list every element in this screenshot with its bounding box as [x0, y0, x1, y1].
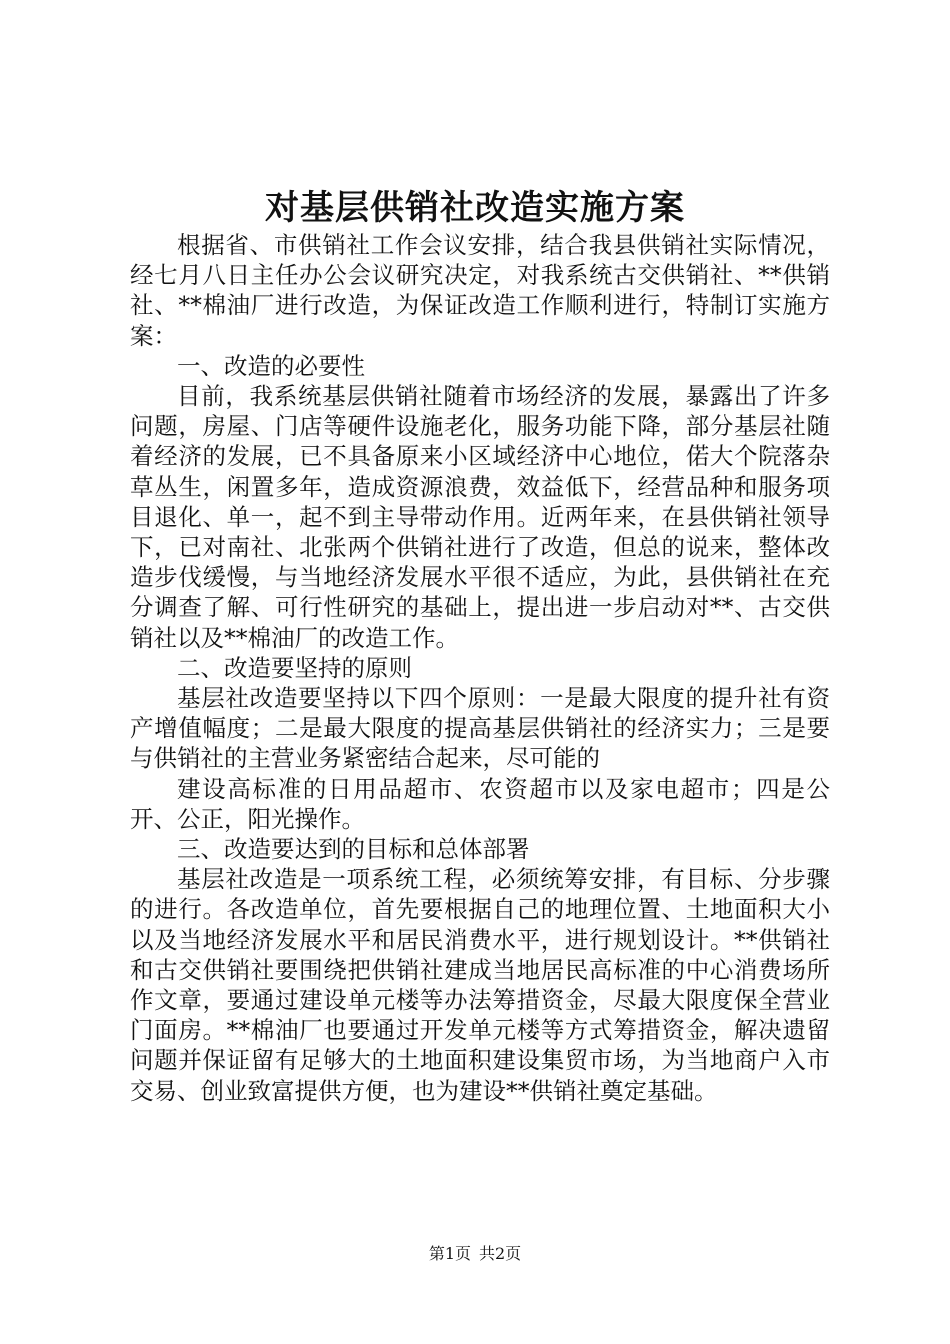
paragraph-principles: 基层社改造要坚持以下四个原则：一是最大限度的提升社有资产增值幅度；二是最大限度的提高基层供销社的经济实力；三是要与供销社的主营业务紧密结合起来，尽可能的	[130, 684, 830, 773]
page-total: 共2页	[479, 1244, 522, 1263]
paragraph-necessity: 目前，我系统基层供销社随着市场经济的发展，暴露出了许多问题，房屋、门店等硬件设施老化，服务功能下降，部分基层社随着经济的发展，已不具备原来小区域经济中心地位，偌大个院落杂草丛生，闲置多年，造成资源浪费，效益低下，经营品种和服务项目退化、单一，起不到主导带动作用。近两年来，在县供销社领导下，已对南社、北张两个供销社进行了改造，但总的说来，整体改造步伐缓慢，与当地经济发展水平很不适应，为此，县供销社在充分调查了解、可行性研究的基础上，提出进一步启动对**、古交供销社以及**棉油厂的改造工作。	[130, 382, 830, 652]
paragraph-goals: 基层社改造是一项系统工程，必须统筹安排，有目标、分步骤的进行。各改造单位，首先要根据自己的地理位置、土地面积大小以及当地经济发展水平和居民消费水平，进行规划设计。**供销社和古交供销社要围绕把供销社建成当地居民高标准的中心消费场所作文章，要通过建设单元楼等办法筹措资金，尽最大限度保全营业门面房。**棉油厂也要通过开发单元楼等方式筹措资金，解决遗留问题并保证留有足够大的土地面积建设集贸市场，为当地商户入市交易、创业致富提供方便，也为建设**供销社奠定基础。	[130, 865, 830, 1105]
section-heading-2: 二、改造要坚持的原则	[177, 653, 412, 682]
section-heading-3: 三、改造要达到的目标和总体部署	[177, 835, 530, 864]
page-number: 第1页	[428, 1244, 471, 1263]
section-heading-1: 一、改造的必要性	[177, 351, 365, 380]
paragraph-principles-cont: 建设高标准的日用品超市、农资超市以及家电超市；四是公开、公正，阳光操作。	[130, 774, 830, 833]
paragraph-intro: 根据省、市供销社工作会议安排，结合我县供销社实际情况，经七月八日主任办公会议研究决定，对我系统古交供销社、**供销社、**棉油厂进行改造，为保证改造工作顺利进行，特制订实施方案：	[130, 231, 830, 350]
document-body	[130, 230, 830, 1106]
page-footer	[0, 1242, 950, 1266]
document-title: 对基层供销社改造实施方案	[265, 188, 685, 228]
